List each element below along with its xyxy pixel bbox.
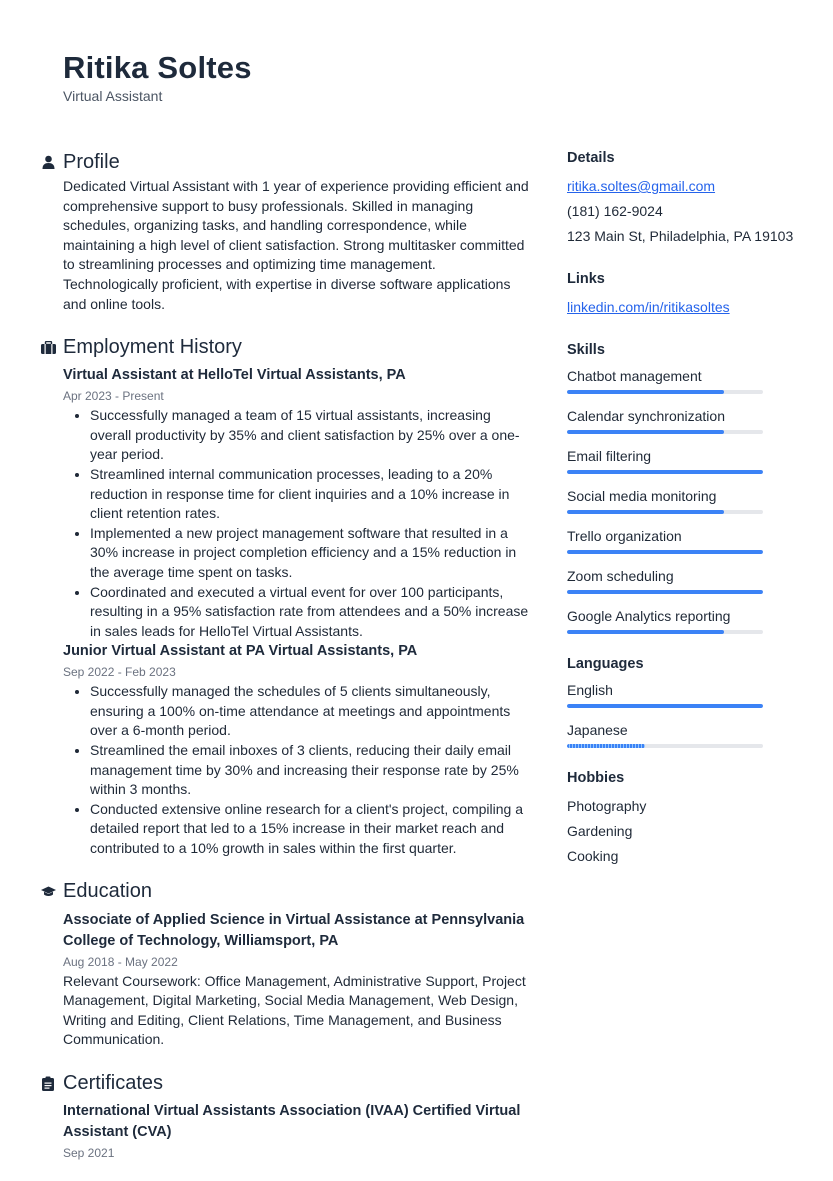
job-dates: Sep 2022 - Feb 2023	[63, 665, 176, 680]
briefcase-icon	[40, 339, 56, 355]
job-dates: Apr 2023 - Present	[63, 389, 164, 404]
skill-level-bar	[567, 430, 724, 434]
skill-level-bar	[567, 470, 763, 474]
skill-label: Trello organization	[567, 528, 682, 544]
certificate-date: Sep 2021	[63, 1146, 115, 1160]
resume-name: Ritika Soltes	[63, 50, 252, 85]
sidebar-column	[567, 147, 797, 888]
job-bullet: • Coordinated and executed a virtual event for over 100 participants, resulting in a 95% satisfaction rate from attendees and a 50% increase in sales leads for HelloTel Virtual Assistants.	[90, 583, 530, 642]
skill-item	[567, 526, 797, 554]
skill-level-bar	[567, 630, 724, 634]
job-bullet: • Conducted extensive online research for a client's project, compiling a detailed report that led to a 15% increase in their market reach and contributed to a 10% growth in sales within the first quarter.	[90, 800, 530, 859]
hobby-item: Gardening	[567, 823, 633, 839]
skill-label: Chatbot management	[567, 368, 702, 384]
job-bullet: • Streamlined internal communication processes, leading to a 20% reduction in response time for client inquiries and a 10% increase in client retention rates.	[90, 465, 530, 524]
education-description: Relevant Coursework: Office Management, Administrative Support, Project Management, Digital Marketing, Social Media Management, Web Design, Writing and Editing, Client Relations, Time Management, and Business Communication.	[63, 972, 526, 1048]
skill-level-bar	[567, 550, 763, 554]
job-title: Virtual Assistant at HelloTel Virtual Assistants, PA	[63, 367, 406, 384]
skill-label: Google Analytics reporting	[567, 608, 731, 624]
skill-item	[567, 366, 797, 394]
person-icon	[40, 154, 56, 170]
language-label: Japanese	[567, 722, 628, 738]
skill-label: Zoom scheduling	[567, 568, 674, 584]
degree-title: Associate of Applied Science in Virtual Assistance at Pennsylvania College of Technology, Williamsport, PA	[63, 911, 525, 949]
language-item	[567, 680, 797, 708]
job-entry	[63, 365, 530, 641]
links-section	[567, 268, 797, 320]
job-bullet: • Streamlined the email inboxes of 3 clients, reducing their daily email management time by 30% and increasing their response rate by 25% within 3 months.	[90, 741, 530, 800]
email-link[interactable]: ritika.soltes@gmail.com	[567, 178, 716, 194]
skill-level-bar	[567, 510, 724, 514]
skill-label: Email filtering	[567, 448, 652, 464]
resume-job-title: Virtual Assistant	[63, 88, 163, 104]
skill-label: Calendar synchronization	[567, 408, 725, 424]
hobbies-heading: Hobbies	[567, 770, 625, 786]
hobby-item: Cooking	[567, 848, 619, 864]
job-title: Junior Virtual Assistant at PA Virtual Assistants, PA	[63, 643, 418, 660]
certificate-title: International Virtual Assistants Association (IVAA) Certified Virtual Assistant (CVA)	[63, 1103, 521, 1140]
clipboard-icon	[40, 1075, 56, 1091]
links-heading: Links	[567, 271, 605, 287]
skill-label: Social media monitoring	[567, 488, 717, 504]
profile-summary: Dedicated Virtual Assistant with 1 year of experience providing efficient and comprehensive support to busy professionals. Skilled in managing schedules, organizing tasks, and handling correspondence, while maintaining a high level of client satisfaction. Strong multitasker committed to streamlining processes and optimizing time management. Technologically proficient, with expertise in diverse software applications and online tools.	[63, 178, 529, 312]
job-bullet: • Successfully managed a team of 15 virtual assistants, increasing overall productivity by 35% and client satisfaction by 25% over a one-year period.	[90, 406, 530, 465]
languages-heading: Languages	[567, 656, 644, 672]
education-section	[40, 877, 530, 1050]
job-bullet: • Implemented a new project management software that resulted in a 30% increase in project completion efficiency and a 15% reduction in the average time spent on tasks.	[90, 524, 530, 583]
skills-section	[567, 339, 797, 634]
linkedin-link[interactable]: linkedin.com/in/ritikasoltes	[567, 299, 730, 315]
skill-item	[567, 446, 797, 474]
hobby-item: Photography	[567, 798, 647, 814]
skill-level-bar	[567, 390, 724, 394]
education-dates: Aug 2018 - May 2022	[63, 954, 178, 969]
job-bullet: • Successfully managed the schedules of 5 clients simultaneously, ensuring a 100% on-time attendance at meetings and appointments over a 6-month period.	[90, 682, 530, 741]
language-label: English	[567, 682, 613, 698]
job-entry	[63, 641, 530, 858]
phone-number: (181) 162-9024	[567, 203, 663, 219]
certificates-heading: Certificates	[63, 1071, 164, 1094]
language-level-bar	[567, 744, 645, 748]
graduation-cap-icon	[40, 884, 56, 900]
certificates-section	[40, 1068, 530, 1163]
employment-heading: Employment History	[63, 335, 242, 358]
employment-section	[40, 332, 530, 858]
profile-section	[40, 147, 530, 314]
language-item	[567, 720, 797, 748]
skill-item	[567, 486, 797, 514]
skill-item	[567, 406, 797, 434]
profile-heading: Profile	[63, 150, 120, 173]
skill-item	[567, 566, 797, 594]
hobbies-section	[567, 767, 797, 869]
skill-item	[567, 606, 797, 634]
details-heading: Details	[567, 150, 615, 166]
skills-heading: Skills	[567, 342, 605, 358]
languages-section	[567, 653, 797, 748]
education-heading: Education	[63, 880, 152, 903]
skill-level-bar	[567, 590, 763, 594]
address: 123 Main St, Philadelphia, PA 19103	[567, 228, 794, 244]
main-column	[40, 147, 530, 1181]
language-level-bar	[567, 704, 763, 708]
details-section	[567, 147, 797, 249]
